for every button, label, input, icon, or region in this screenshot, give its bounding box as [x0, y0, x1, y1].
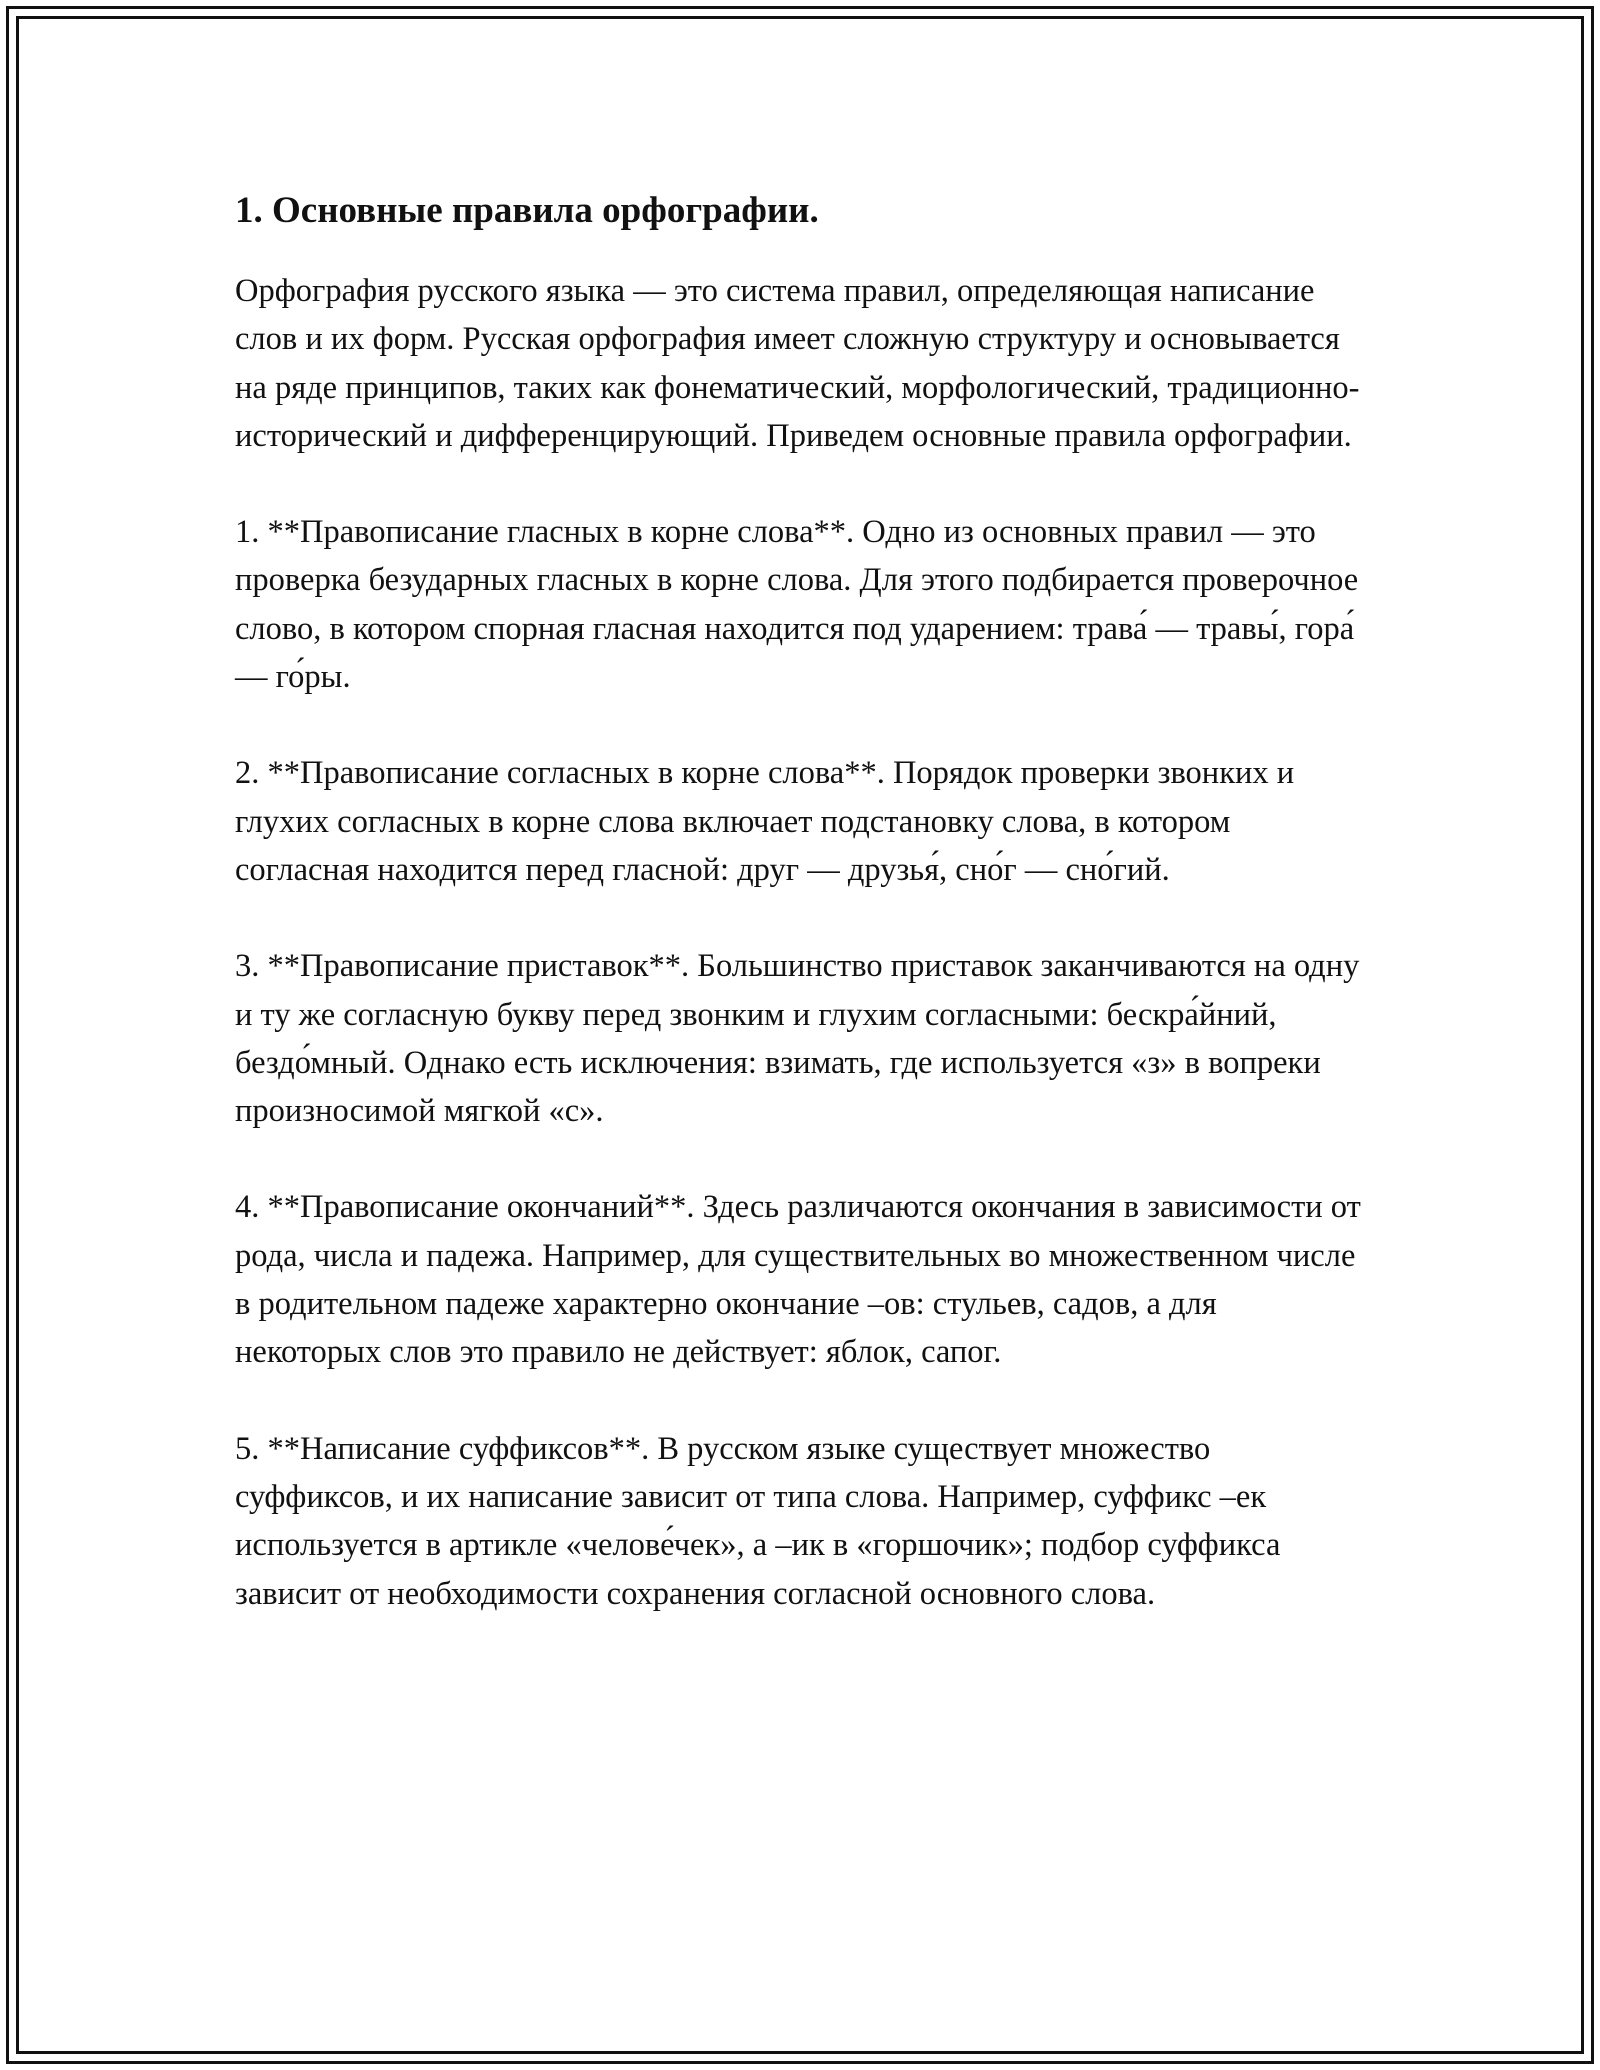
rule-vowels-root: 1. **Правописание гласных в корне слова**. Одно из основных правил — это проверка безударных гласных в корне слова. Для этого подбирается проверочное слово, в котором спорная гласная находится под ударением: трава́ — травы́, гора́ — го́ры. [235, 514, 1359, 696]
document-body [235, 185, 1365, 1666]
rule-endings: 4. **Правописание окончаний**. Здесь различаются окончания в зависимости от рода, числа и падежа. Например, для существительных во множественном числе в родительном падеже характерно окончание –ов: стульев, садов, а для некоторых слов это правило не действует: яблок, сапог. [235, 1189, 1361, 1371]
intro-paragraph: Орфография русского языка — это система правил, определяющая написание слов и их форм. Русская орфография имеет сложную структуру и основывается на ряде принципов, таких как фонематический, морфологический, традиционно-исторический и дифференцирующий. Приведем основные правила орфографии. [235, 273, 1360, 454]
rule-prefixes: 3. **Правописание приставок**. Большинство приставок заканчиваются на одну и ту же согласную букву перед звонким и глухим согласными: бескра́йний, бездо́мный. Однако есть исключения: взимать, где используется «з» в вопреки произносимой мягкой «с». [235, 948, 1360, 1130]
rule-suffixes: 5. **Написание суффиксов**. В русском языке существует множество суффиксов, и их написание зависит от типа слова. Например, суффикс –ек используется в артикле «челове́чек», а –ик в «горшочик»; подбор суффикса зависит от необходимости сохранения согласной основного слова. [235, 1430, 1281, 1612]
page-title: 1. Основные правила орфографии. [235, 190, 819, 231]
rule-consonants-root: 2. **Правописание согласных в корне слова**. Порядок проверки звонких и глухих согласных в корне слова включает подстановку слова, в котором согласная находится перед гласной: друг — друзья́, сно́г — сно́гий. [235, 755, 1295, 888]
